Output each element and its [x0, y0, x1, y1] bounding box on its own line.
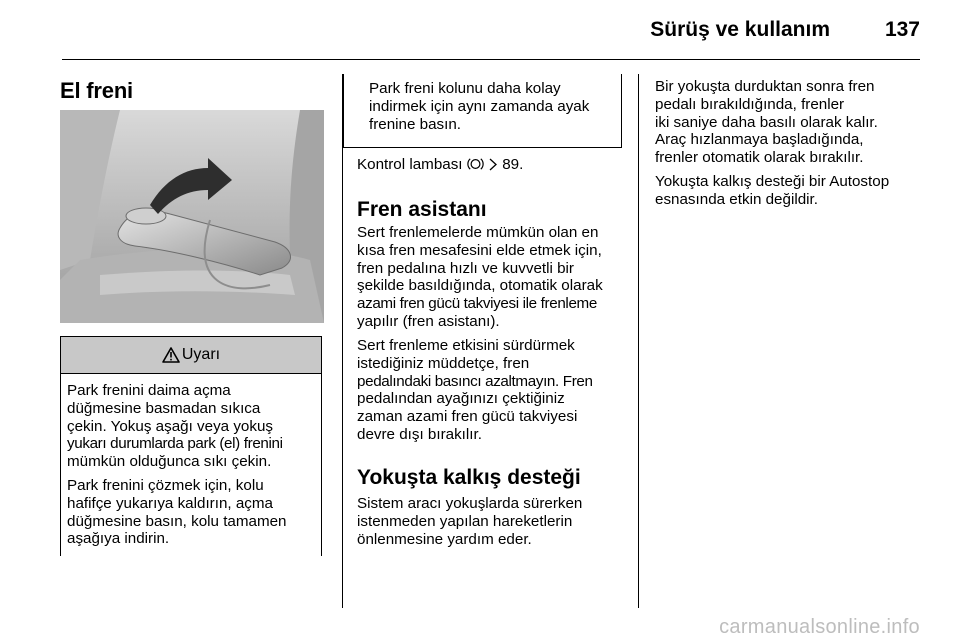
text-line: istenmeden yapılan hareketlerin — [357, 512, 573, 530]
text-line: zaman azami fren gücü takviyesi — [357, 408, 578, 426]
note-text — [369, 80, 621, 133]
text-line: Park frenini çözmek için, kolu — [67, 476, 264, 494]
warning-paragraph — [67, 382, 321, 471]
footer-watermark[interactable]: carmanualsonline.info — [719, 616, 920, 638]
text-line: Park freni kolunu daha kolay — [369, 80, 561, 97]
brake-assist-paragraph — [357, 224, 632, 331]
text-line: şekilde basıldığında, otomatik olarak — [357, 277, 603, 295]
text-line: Yokuşta kalkış desteği bir Autostop — [655, 173, 890, 190]
note-box — [343, 74, 622, 148]
control-lamp-label: Kontrol lambası — [357, 156, 463, 173]
warning-box — [60, 336, 322, 556]
column-divider-left — [342, 74, 343, 608]
text-line: iki saniye daha basılı olarak kalır. — [655, 113, 878, 131]
text-line: pedalı bırakıldığında, frenler — [655, 95, 845, 113]
warning-header — [60, 336, 322, 374]
text-line: Sert frenlemelerde mümkün olan en — [357, 224, 599, 241]
text-line: devre dışı bırakılır. — [357, 425, 482, 443]
text-line: pedalındaki basıncı azaltmayın. Fren — [357, 372, 593, 390]
brake-assist-heading: Fren asistanı — [357, 198, 487, 221]
text-line: kısa fren mesafesini elde etmek için, — [357, 241, 602, 259]
text-line: fren pedalına hızlı ve kuvvetli bir — [357, 259, 574, 277]
warning-paragraph — [67, 477, 321, 548]
text-line: Araç hızlanmaya başladığında, — [655, 131, 864, 149]
section-title: El freni — [60, 78, 133, 103]
text-line: düğmesine basmadan sıkıca — [67, 399, 261, 417]
brake-assist-paragraph — [357, 337, 632, 444]
text-line: frenler otomatik olarak bırakılır. — [655, 149, 864, 167]
text-line: istediğiniz müddetçe, fren — [357, 354, 530, 372]
text-line: aşağıya indirin. — [67, 530, 170, 548]
text-line: mümkün olduğunca sıkı çekin. — [67, 453, 272, 471]
text-line: yukarı durumlarda park (el) frenini — [67, 435, 283, 453]
warning-triangle-icon — [162, 347, 180, 363]
column-divider-right — [638, 74, 639, 608]
header-divider — [62, 59, 920, 60]
text-line: Park frenini daima açma — [67, 382, 231, 399]
text-line: azami fren gücü takviyesi ile frenleme — [357, 295, 597, 313]
text-line: Bir yokuşta durduktan sonra fren — [655, 78, 875, 95]
control-lamp-line — [357, 156, 629, 174]
text-line: hafifçe yukarıya kaldırın, açma — [67, 494, 273, 512]
warning-title: Uyarı — [181, 346, 221, 363]
text-line: esnasında etkin değildir. — [655, 190, 818, 208]
text-line: Sistem aracı yokuşlarda sürerken — [357, 495, 583, 512]
text-line: pedalından ayağınızı çektiğiniz — [357, 390, 565, 408]
page-number: 137 — [884, 18, 920, 41]
hill-start-paragraph — [655, 78, 925, 167]
warning-body — [60, 374, 322, 556]
text-line: Sert frenleme etkisini sürdürmek — [357, 337, 575, 354]
parking-brake-illustration — [60, 110, 324, 323]
hill-start-paragraph — [357, 495, 629, 548]
text-line: frenine basın. — [369, 115, 462, 133]
hill-start-paragraph — [655, 173, 925, 209]
brake-warning-lamp-icon — [467, 157, 484, 171]
text-line: düğmesine basın, kolu tamamen — [67, 512, 287, 530]
text-line: yapılır (fren asistanı). — [357, 312, 500, 330]
page-reference-arrow-icon[interactable] — [488, 158, 498, 171]
text-line: çekin. Yokuş aşağı veya yokuş — [67, 417, 274, 435]
control-lamp-page-ref[interactable]: 89. — [502, 156, 524, 173]
page-header-title: Sürüş ve kullanım — [650, 18, 830, 41]
text-line: önlenmesine yardım eder. — [357, 530, 532, 548]
text-line: indirmek için aynı zamanda ayak — [369, 97, 590, 115]
hill-start-heading: Yokuşta kalkış desteği — [357, 466, 581, 489]
